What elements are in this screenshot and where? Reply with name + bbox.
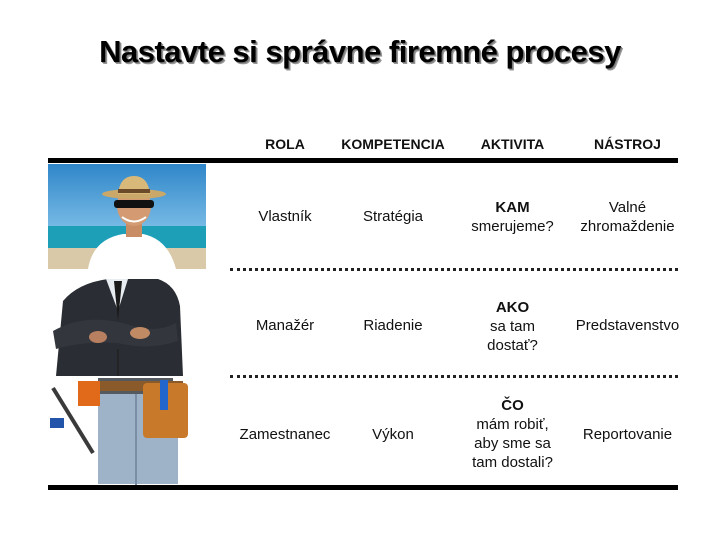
- row3-aktivita: [455, 394, 570, 474]
- header-nastroj: NÁSTROJ: [594, 136, 661, 152]
- header-kompetencia: KOMPETENCIA: [341, 136, 445, 152]
- row1-aktivita: [455, 196, 570, 238]
- row3-aktivita-text3: tam dostali?: [472, 454, 553, 471]
- row2-rola: Manažér: [255, 316, 315, 334]
- row3-aktivita-text1: mám robiť,: [476, 416, 549, 433]
- row1-rola: Vlastník: [258, 207, 312, 225]
- row2-nastroj-line1: Predstavenstvo: [575, 316, 680, 334]
- row2-aktivita-text2: dostať?: [487, 336, 538, 354]
- row1-nastroj-line2: zhromaždenie: [580, 218, 675, 235]
- worker-photo: [48, 378, 206, 485]
- row3-aktivita-text2: aby sme sa: [474, 435, 551, 452]
- row3-kompetencia: Výkon: [372, 425, 414, 443]
- manager-photo: [48, 271, 206, 376]
- table-bottom-rule: [48, 485, 678, 490]
- row3-nastroj: [570, 414, 685, 454]
- row1-nastroj-line1: Valné: [608, 199, 647, 216]
- row1-kompetencia: Stratégia: [362, 207, 424, 225]
- page-title: Nastavte si správne firemné procesy: [99, 34, 621, 69]
- row2-aktivita: [455, 296, 570, 356]
- owner-photo: [48, 164, 206, 269]
- row2-kompetencia: Riadenie: [363, 316, 423, 334]
- row3-nastroj-line1: Reportovanie: [582, 425, 673, 443]
- row3-rola: Zamestnanec: [239, 425, 331, 443]
- table-top-rule: [48, 158, 678, 163]
- header-aktivita: AKTIVITA: [480, 136, 545, 152]
- row2-aktivita-keyword: AKO: [495, 298, 530, 316]
- row-divider-1: [230, 268, 678, 271]
- row1-aktivita-keyword: KAM: [495, 199, 530, 216]
- row2-aktivita-text1: sa tam: [489, 317, 535, 335]
- row-divider-2: [230, 375, 678, 378]
- header-rola: ROLA: [265, 136, 305, 152]
- row1-nastroj: [570, 196, 685, 238]
- row1-aktivita-text: smerujeme?: [471, 218, 554, 235]
- row3-aktivita-keyword: ČO: [501, 397, 524, 414]
- row2-nastroj: [565, 305, 690, 345]
